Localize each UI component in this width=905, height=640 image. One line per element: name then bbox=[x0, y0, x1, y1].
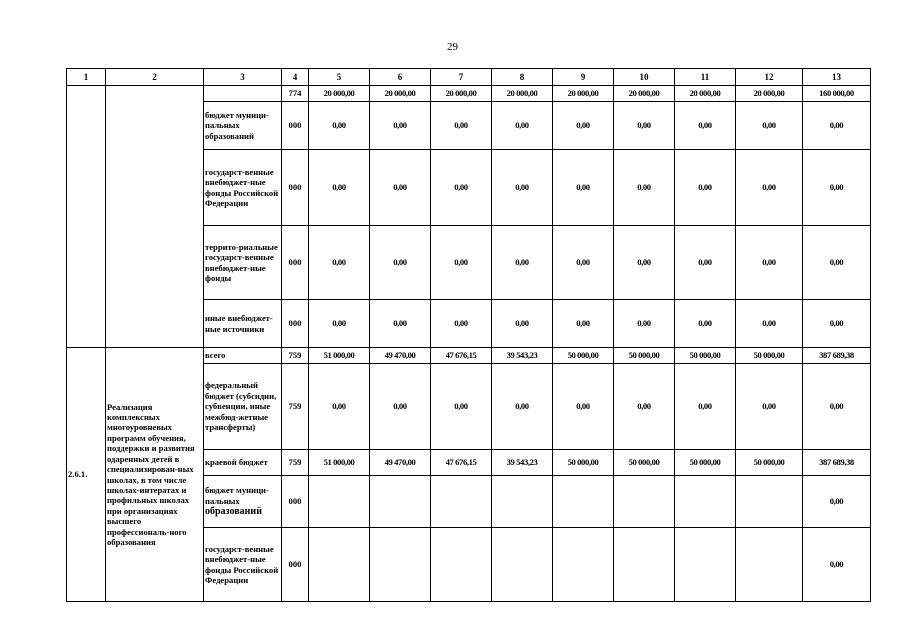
value-cell: 47 676,15 bbox=[431, 450, 492, 476]
value-cell: 47 676,15 bbox=[431, 348, 492, 364]
value-cell: 0,00 bbox=[431, 226, 492, 300]
value-cell bbox=[309, 476, 370, 528]
table-row bbox=[67, 348, 871, 364]
value-cell bbox=[736, 528, 803, 602]
value-cell: 0,00 bbox=[492, 150, 553, 226]
source-cell: иные внебюджет-ные источники bbox=[204, 300, 282, 348]
header-cell: 7 bbox=[431, 69, 492, 86]
value-cell: 20 000,00 bbox=[492, 86, 553, 102]
value-cell bbox=[675, 476, 736, 528]
value-cell bbox=[675, 528, 736, 602]
value-cell: 50 000,00 bbox=[553, 450, 614, 476]
value-cell: 0,00 bbox=[553, 364, 614, 450]
value-cell: 20 000,00 bbox=[431, 86, 492, 102]
value-cell: 0,00 bbox=[803, 226, 871, 300]
header-cell: 5 bbox=[309, 69, 370, 86]
value-cell bbox=[736, 476, 803, 528]
code-cell: 000 bbox=[282, 102, 309, 150]
value-cell: 0,00 bbox=[736, 364, 803, 450]
value-cell: 0,00 bbox=[803, 476, 871, 528]
value-cell: 0,00 bbox=[431, 102, 492, 150]
source-cell: бюджет муници-пальных образований bbox=[204, 102, 282, 150]
code-cell: 759 bbox=[282, 364, 309, 450]
code-cell: 000 bbox=[282, 300, 309, 348]
code-cell: 000 bbox=[282, 150, 309, 226]
header-cell: 13 bbox=[803, 69, 871, 86]
value-cell: 0,00 bbox=[431, 150, 492, 226]
value-cell: 20 000,00 bbox=[370, 86, 431, 102]
source-cell: государст-венные внебюджет-ные фонды Российской Федерации bbox=[204, 150, 282, 226]
value-cell: 0,00 bbox=[309, 300, 370, 348]
value-cell: 51 000,00 bbox=[309, 450, 370, 476]
value-cell: 20 000,00 bbox=[614, 86, 675, 102]
source-line: образований bbox=[205, 506, 262, 518]
value-cell: 0,00 bbox=[614, 364, 675, 450]
value-cell: 0,00 bbox=[803, 528, 871, 602]
code-cell: 000 bbox=[282, 528, 309, 602]
value-cell bbox=[370, 528, 431, 602]
code-cell: 000 bbox=[282, 476, 309, 528]
value-cell: 0,00 bbox=[675, 150, 736, 226]
value-cell: 49 470,00 bbox=[370, 348, 431, 364]
value-cell: 20 000,00 bbox=[309, 86, 370, 102]
value-cell: 0,00 bbox=[614, 150, 675, 226]
value-cell: 0,00 bbox=[803, 364, 871, 450]
value-cell bbox=[431, 528, 492, 602]
page-number: 29 bbox=[447, 41, 458, 53]
value-cell: 387 689,38 bbox=[803, 348, 871, 364]
item-title: Реализация комплексных многоуровневых программ обучения, поддержки и развития одаренных детей в специализирован-ных школах, в том числе школах-интератах и профильных школах при организациях высшего профессиональ-ного образования bbox=[106, 348, 204, 602]
value-cell: 0,00 bbox=[553, 150, 614, 226]
value-cell: 0,00 bbox=[370, 364, 431, 450]
source-cell: государст-венные внебюджет-ные фонды Российской Федерации bbox=[204, 528, 282, 602]
header-cell: 10 bbox=[614, 69, 675, 86]
value-cell: 0,00 bbox=[370, 150, 431, 226]
value-cell bbox=[614, 476, 675, 528]
value-cell: 0,00 bbox=[553, 226, 614, 300]
value-cell: 49 470,00 bbox=[370, 450, 431, 476]
source-cell: всего bbox=[204, 348, 282, 364]
value-cell: 0,00 bbox=[309, 364, 370, 450]
value-cell: 50 000,00 bbox=[614, 348, 675, 364]
source-cell bbox=[204, 476, 282, 528]
value-cell: 39 543,23 bbox=[492, 348, 553, 364]
header-cell: 6 bbox=[370, 69, 431, 86]
header-cell: 2 bbox=[106, 69, 204, 86]
value-cell: 0,00 bbox=[675, 226, 736, 300]
value-cell: 0,00 bbox=[614, 102, 675, 150]
code-cell: 774 bbox=[282, 86, 309, 102]
value-cell: 0,00 bbox=[431, 364, 492, 450]
header-cell: 4 bbox=[282, 69, 309, 86]
value-cell: 20 000,00 bbox=[675, 86, 736, 102]
value-cell: 0,00 bbox=[492, 364, 553, 450]
value-cell: 0,00 bbox=[309, 102, 370, 150]
value-cell: 0,00 bbox=[492, 226, 553, 300]
value-cell: 50 000,00 bbox=[736, 348, 803, 364]
source-cell: террито-риальные государст-венные внебюджет-ные фонды bbox=[204, 226, 282, 300]
value-cell: 0,00 bbox=[431, 300, 492, 348]
value-cell: 0,00 bbox=[675, 364, 736, 450]
value-cell: 50 000,00 bbox=[675, 450, 736, 476]
value-cell: 0,00 bbox=[736, 226, 803, 300]
code-cell: 759 bbox=[282, 348, 309, 364]
source-cell: краевой бюджет bbox=[204, 450, 282, 476]
value-cell: 0,00 bbox=[675, 300, 736, 348]
value-cell bbox=[553, 528, 614, 602]
value-cell: 0,00 bbox=[736, 150, 803, 226]
value-cell: 0,00 bbox=[370, 226, 431, 300]
value-cell: 20 000,00 bbox=[553, 86, 614, 102]
source-cell: федеральный бюджет (субсидии, субвенции, иные межбюд-жетные трансферты) bbox=[204, 364, 282, 450]
source-cell bbox=[204, 86, 282, 102]
value-cell: 0,00 bbox=[553, 102, 614, 150]
code-cell: 759 bbox=[282, 450, 309, 476]
value-cell bbox=[614, 528, 675, 602]
header-cell: 1 bbox=[67, 69, 106, 86]
value-cell: 0,00 bbox=[675, 102, 736, 150]
value-cell bbox=[492, 528, 553, 602]
header-row bbox=[67, 69, 871, 86]
header-cell: 9 bbox=[553, 69, 614, 86]
value-cell: 0,00 bbox=[614, 300, 675, 348]
value-cell bbox=[431, 476, 492, 528]
value-cell: 50 000,00 bbox=[736, 450, 803, 476]
header-cell: 3 bbox=[204, 69, 282, 86]
header-cell: 11 bbox=[675, 69, 736, 86]
value-cell: 0,00 bbox=[492, 300, 553, 348]
value-cell: 50 000,00 bbox=[553, 348, 614, 364]
value-cell bbox=[492, 476, 553, 528]
value-cell: 0,00 bbox=[492, 102, 553, 150]
value-cell: 50 000,00 bbox=[614, 450, 675, 476]
value-cell: 160 000,00 bbox=[803, 86, 871, 102]
value-cell: 0,00 bbox=[614, 226, 675, 300]
value-cell: 0,00 bbox=[736, 300, 803, 348]
item-number: 2.6.1. bbox=[67, 348, 106, 602]
header-cell: 8 bbox=[492, 69, 553, 86]
table-row bbox=[67, 86, 871, 102]
budget-table bbox=[66, 68, 871, 602]
value-cell: 0,00 bbox=[309, 150, 370, 226]
empty-title-cell bbox=[106, 86, 204, 348]
value-cell: 20 000,00 bbox=[736, 86, 803, 102]
value-cell: 0,00 bbox=[803, 150, 871, 226]
header-cell: 12 bbox=[736, 69, 803, 86]
value-cell: 0,00 bbox=[736, 102, 803, 150]
value-cell: 39 543,23 bbox=[492, 450, 553, 476]
value-cell bbox=[370, 476, 431, 528]
value-cell: 0,00 bbox=[803, 102, 871, 150]
value-cell: 387 689,38 bbox=[803, 450, 871, 476]
empty-number-cell bbox=[67, 86, 106, 348]
value-cell: 0,00 bbox=[803, 300, 871, 348]
value-cell bbox=[553, 476, 614, 528]
value-cell bbox=[309, 528, 370, 602]
value-cell: 0,00 bbox=[553, 300, 614, 348]
code-cell: 000 bbox=[282, 226, 309, 300]
value-cell: 0,00 bbox=[309, 226, 370, 300]
value-cell: 0,00 bbox=[370, 300, 431, 348]
value-cell: 50 000,00 bbox=[675, 348, 736, 364]
value-cell: 51 000,00 bbox=[309, 348, 370, 364]
value-cell: 0,00 bbox=[370, 102, 431, 150]
source-line: бюджет муници-пальных bbox=[205, 485, 269, 506]
